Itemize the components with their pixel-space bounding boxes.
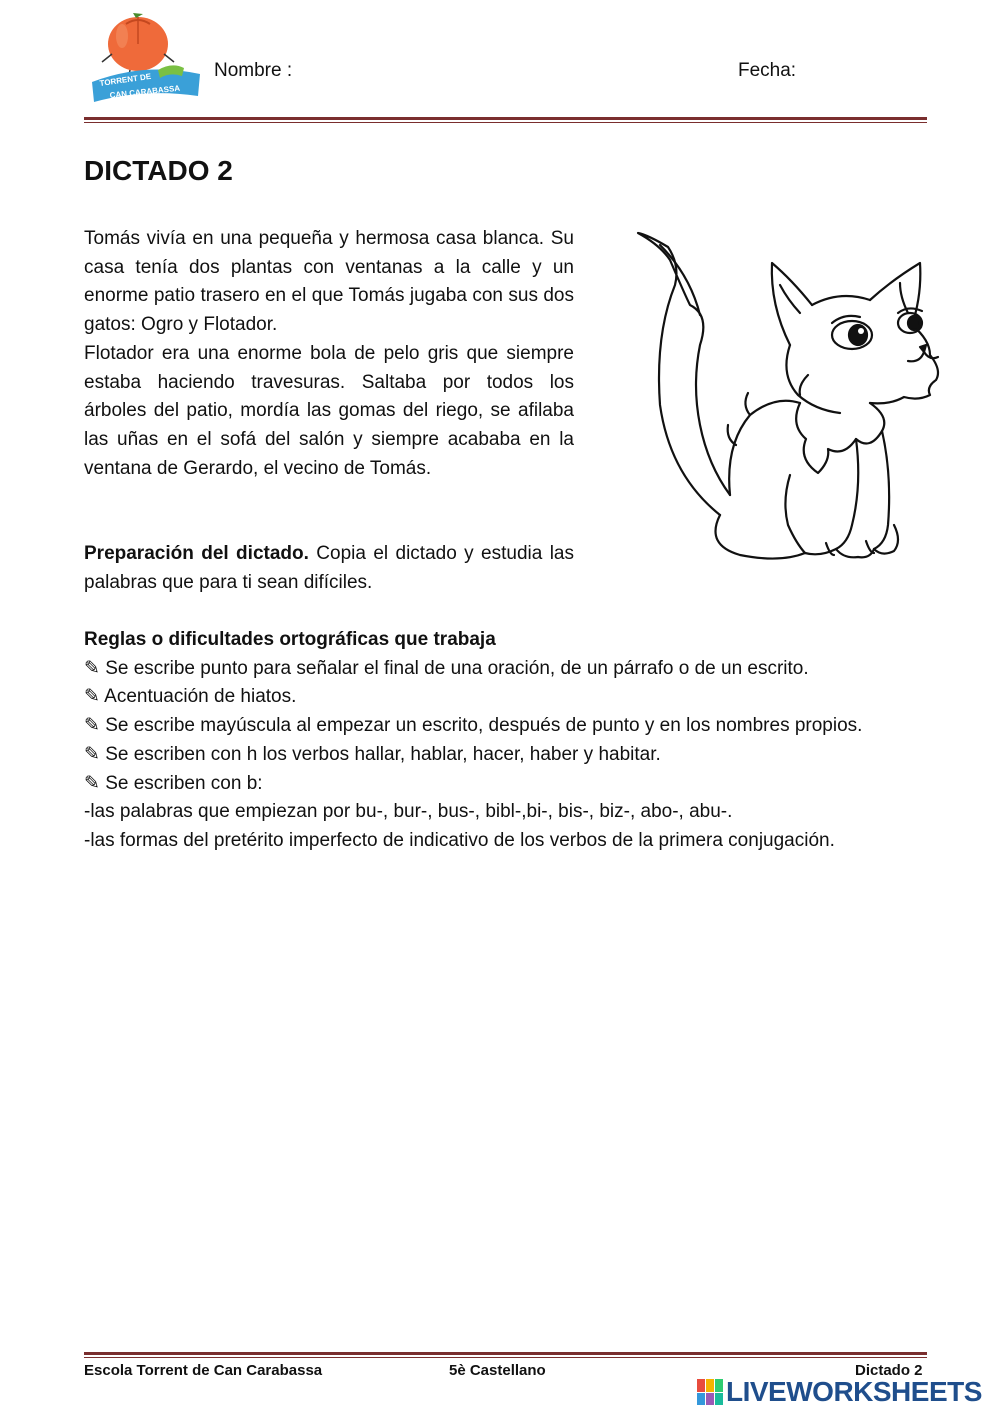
rule-item: ✎ Se escriben con b:: [84, 772, 263, 794]
header-rule: [84, 117, 927, 123]
footer-school: Escola Torrent de Can Carabassa: [84, 1362, 323, 1379]
cat-illustration: [630, 225, 950, 570]
rule-item: ✎ Se escriben con h los verbos hallar, hablar, hacer, haber y habitar.: [84, 743, 661, 765]
page-title: DICTADO 2: [84, 155, 233, 186]
nombre-label: Nombre :: [214, 60, 293, 81]
logo-text-line1: TORRENT DE: [99, 71, 152, 88]
preparation-text: Copia el dictado y estudia las palabras que para ti sean difíciles.: [84, 543, 575, 593]
rules-heading: Reglas o dificultades ortográficas que trabaja: [84, 629, 496, 650]
rule-item: -las palabras que empiezan por bu-, bur-, bus-, bibl-,bi-, bis-, biz-, abo-, abu-.: [84, 801, 733, 823]
story-paragraph: Flotador era una enorme bola de pelo gris que siempre estaba haciendo travesuras. Saltaba por todos los árboles del patio, mordía las gomas del riego, se afilaba las uñas en el sofá del salón y siempre acababa en la ventana de Gerardo, el vecino de Tomás.: [84, 342, 574, 479]
watermark-text: LIVEWORKSHEETS: [726, 1376, 982, 1407]
rule-item: -las formas del pretérito imperfecto de indicativo de los verbos de la primera conjugación.: [84, 829, 835, 851]
rule-item: ✎ Se escribe punto para señalar el final de una oración, de un párrafo o de un escrito.: [84, 657, 809, 679]
liveworksheets-watermark: [697, 1376, 982, 1408]
preparation-instructions: [84, 540, 574, 597]
story-paragraph: Tomás vivía en una pequeña y hermosa casa blanca. Su casa tenía dos plantas con ventanas a la calle y un enorme patio trasero en el que Tomás jugaba con sus dos gatos: Ogro y Flotador.: [84, 228, 574, 336]
footer-page-label: Dictado 2: [855, 1362, 923, 1379]
spelling-rules: [84, 626, 927, 856]
rule-item: ✎ Se escribe mayúscula al empezar un escrito, después de punto y en los nombres propios.: [84, 715, 863, 737]
liveworksheets-icon: [697, 1379, 723, 1405]
dictation-text: [84, 225, 574, 483]
footer-course: 5è Castellano: [449, 1362, 546, 1379]
logo-text-line2: CAN CARABASSA: [109, 83, 181, 100]
school-logo: [88, 12, 203, 104]
rule-item: ✎ Acentuación de hiatos.: [84, 686, 297, 708]
fecha-label: Fecha:: [738, 60, 797, 81]
preparation-label: Preparación del dictado.: [84, 543, 309, 564]
footer-rule: [84, 1352, 927, 1358]
